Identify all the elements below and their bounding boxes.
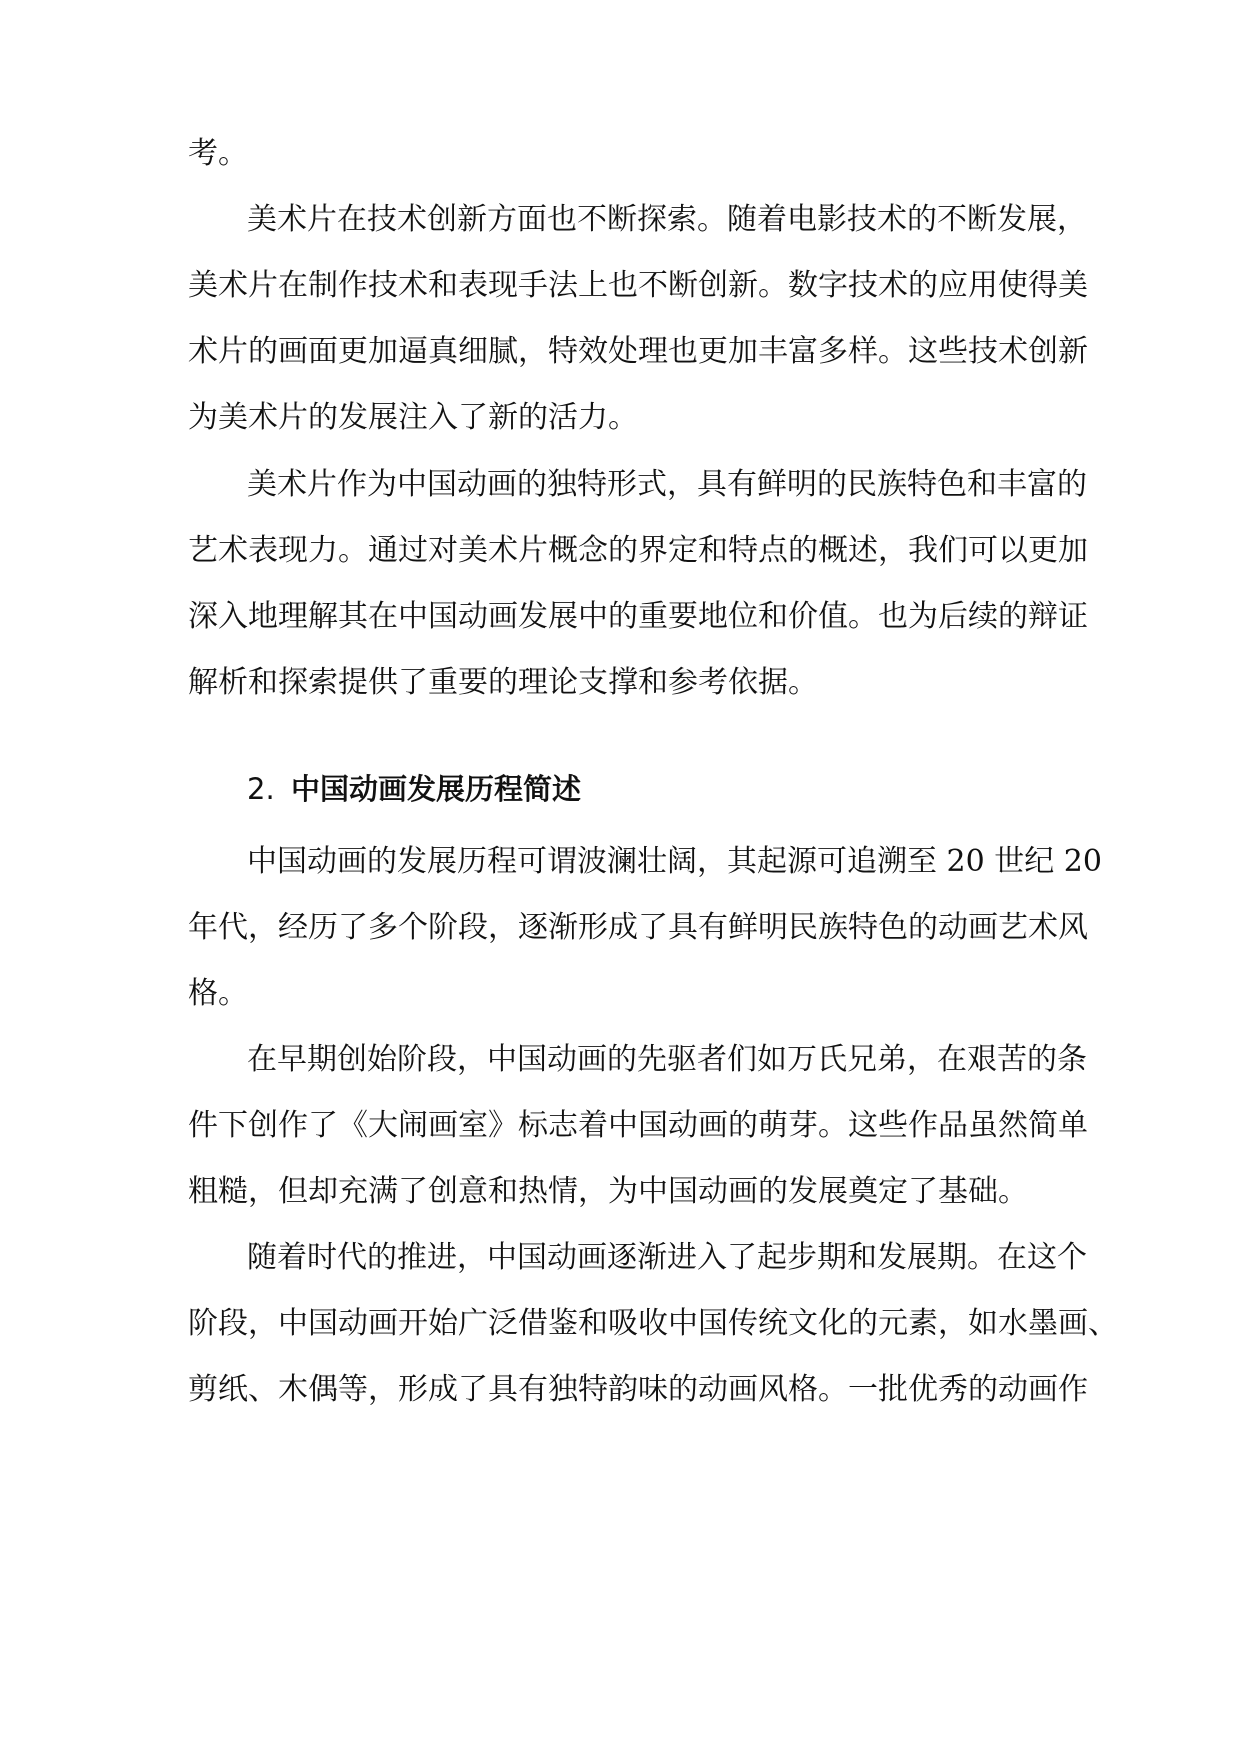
text-line: 粗糙，但却充满了创意和热情，为中国动画的发展奠定了基础。 <box>188 1174 1028 1209</box>
text-line: 为美术片的发展注入了新的活力。 <box>188 400 638 435</box>
text-line: 剪纸、木偶等，形成了具有独特韵味的动画风格。一批优秀的动画作 <box>188 1372 1088 1407</box>
text-line: 深入地理解其在中国动画发展中的重要地位和价值。也为后续的辩证 <box>188 599 1088 634</box>
text-line: 美术片在技术创新方面也不断探索。随着电影技术的不断发展， <box>247 202 1087 237</box>
text-line: 考。 <box>188 136 248 171</box>
text-line: 术片的画面更加逼真细腻，特效处理也更加丰富多样。这些技术创新 <box>188 334 1088 369</box>
text-line: 艺术表现力。通过对美术片概念的界定和特点的概述，我们可以更加 <box>188 533 1088 568</box>
text-line: 年代，经历了多个阶段，逐渐形成了具有鲜明民族特色的动画艺术风 <box>188 910 1088 945</box>
text-line: 阶段，中国动画开始广泛借鉴和吸收中国传统文化的元素，如水墨画、 <box>188 1306 1118 1341</box>
section-number: 2. <box>247 772 275 806</box>
text-line: 随着时代的推进，中国动画逐渐进入了起步期和发展期。在这个 <box>247 1240 1087 1275</box>
text-line: 在早期创始阶段，中国动画的先驱者们如万氏兄弟，在艰苦的条 <box>247 1042 1087 1077</box>
text-line: 美术片在制作技术和表现手法上也不断创新。数字技术的应用使得美 <box>188 268 1088 303</box>
section-heading <box>247 767 581 811</box>
text-line: 件下创作了《大闹画室》标志着中国动画的萌芽。这些作品虽然简单 <box>188 1108 1088 1143</box>
section-title: 中国动画发展历程简述 <box>291 772 582 806</box>
text-line: 美术片作为中国动画的独特形式，具有鲜明的民族特色和丰富的 <box>247 467 1087 502</box>
text-line: 格。 <box>188 976 248 1011</box>
text-line: 解析和探索提供了重要的理论支撑和参考依据。 <box>188 665 818 700</box>
text-line: 中国动画的发展历程可谓波澜壮阔，其起源可追溯至 20 世纪 20 <box>247 844 1102 879</box>
